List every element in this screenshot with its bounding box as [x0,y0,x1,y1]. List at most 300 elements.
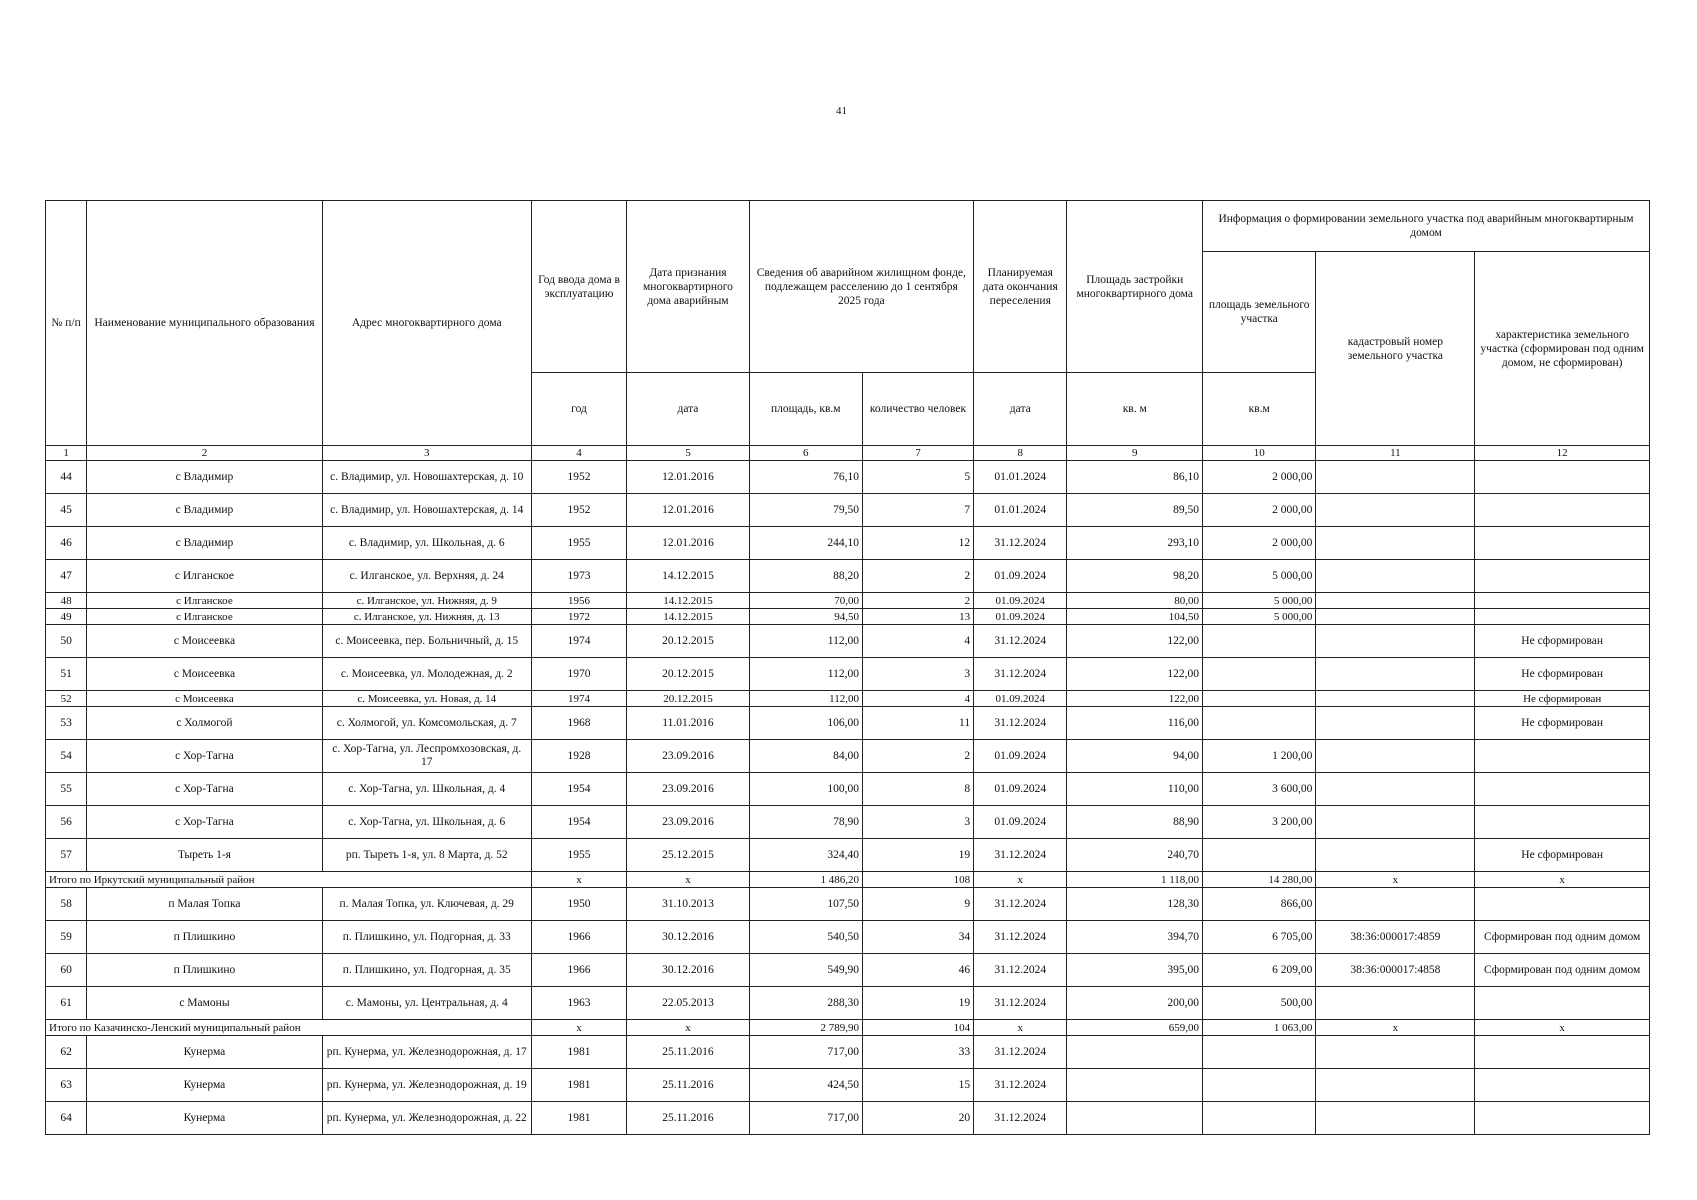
built-area: 94,00 [1067,740,1203,773]
recognized-date: 11.01.2016 [627,707,749,740]
address: с. Хор-Тагна, ул. Школьная, д. 4 [322,773,531,806]
table-row [46,527,1650,560]
cadastral-number [1316,593,1475,609]
people-count: 19 [862,839,973,872]
cadastral-number [1316,609,1475,625]
built-area: 86,10 [1067,461,1203,494]
emergency-area: 94,50 [749,609,862,625]
recognized-date: 12.01.2016 [627,494,749,527]
header-year: Год ввода дома в эксплуатацию [531,201,627,373]
header-num: № п/п [46,201,87,446]
cadastral-number [1316,625,1475,658]
municipality: п Плишкино [87,921,323,954]
land-characteristic [1475,987,1650,1020]
people-count: 19 [862,987,973,1020]
row-number: 44 [46,461,87,494]
municipality: с Владимир [87,527,323,560]
planned-date: 31.12.2024 [974,658,1067,691]
row-number: 53 [46,707,87,740]
municipality: п Малая Топка [87,888,323,921]
cadastral-number [1316,658,1475,691]
cadastral-number: 38:36:000017:4858 [1316,954,1475,987]
land-characteristic [1475,527,1650,560]
municipality: Кунерма [87,1069,323,1102]
land-area: 1 200,00 [1203,740,1316,773]
land-characteristic: x [1475,1020,1650,1036]
planned-date: x [974,872,1067,888]
built-area: 659,00 [1067,1020,1203,1036]
header-land-area: площадь земельного участка [1203,252,1316,373]
land-characteristic [1475,593,1650,609]
emergency-area: 107,50 [749,888,862,921]
row-number: 56 [46,806,87,839]
emergency-area: 717,00 [749,1036,862,1069]
col-number: 9 [1067,446,1203,461]
table-row [46,987,1650,1020]
table-row [46,740,1650,773]
total-label: Итого по Казачинско-Ленский муниципальный район [46,1020,532,1036]
cadastral-number: x [1316,1020,1475,1036]
cadastral-number [1316,773,1475,806]
col-number: 10 [1203,446,1316,461]
land-characteristic [1475,806,1650,839]
row-number: 57 [46,839,87,872]
recognized-date: 20.12.2015 [627,691,749,707]
cadastral-number [1316,461,1475,494]
planned-date: 01.01.2024 [974,494,1067,527]
recognized-date: 30.12.2016 [627,954,749,987]
land-area: 866,00 [1203,888,1316,921]
municipality: с Хор-Тагна [87,740,323,773]
land-characteristic: Сформирован под одним домом [1475,954,1650,987]
recognized-date: 22.05.2013 [627,987,749,1020]
col-number: 1 [46,446,87,461]
year-cell: 1966 [531,954,627,987]
built-area: 1 118,00 [1067,872,1203,888]
cadastral-number [1316,888,1475,921]
year-cell: 1974 [531,625,627,658]
recognized-date: 20.12.2015 [627,625,749,658]
recognized-date: 25.12.2015 [627,839,749,872]
emergency-area: 424,50 [749,1069,862,1102]
total-row [46,1020,1650,1036]
table-row [46,773,1650,806]
table-row [46,806,1650,839]
year-cell: 1954 [531,773,627,806]
people-count: 13 [862,609,973,625]
column-number-row [46,446,1650,461]
municipality: с Хор-Тагна [87,806,323,839]
cadastral-number [1316,1036,1475,1069]
header-unit-date: дата [627,373,749,446]
table-row [46,921,1650,954]
planned-date: 31.12.2024 [974,1069,1067,1102]
cadastral-number [1316,806,1475,839]
municipality: с Холмогой [87,707,323,740]
year-cell: 1954 [531,806,627,839]
year-cell: 1970 [531,658,627,691]
cadastral-number [1316,527,1475,560]
year-cell: 1950 [531,888,627,921]
land-characteristic: Не сформирован [1475,707,1650,740]
address: с. Хор-Тагна, ул. Леспромхозовская, д. 17 [322,740,531,773]
address: с. Илганское, ул. Верхняя, д. 24 [322,560,531,593]
land-characteristic: Не сформирован [1475,839,1650,872]
land-area: 3 200,00 [1203,806,1316,839]
address: с. Владимир, ул. Школьная, д. 6 [322,527,531,560]
municipality: с Илганское [87,560,323,593]
row-number: 60 [46,954,87,987]
people-count: 3 [862,658,973,691]
header-unit-area: площадь, кв.м [749,373,862,446]
header-recognized: Дата признания многоквартирного дома аварийным [627,201,749,373]
emergency-area: 2 789,90 [749,1020,862,1036]
address: с. Моисеевка, ул. Молодежная, д. 2 [322,658,531,691]
land-characteristic [1475,1069,1650,1102]
land-characteristic: Не сформирован [1475,658,1650,691]
planned-date: 31.12.2024 [974,954,1067,987]
recognized-date: 23.09.2016 [627,806,749,839]
address: с. Илганское, ул. Нижняя, д. 9 [322,593,531,609]
cadastral-number [1316,987,1475,1020]
planned-date: 01.09.2024 [974,691,1067,707]
row-number: 63 [46,1069,87,1102]
year-cell: 1956 [531,593,627,609]
year-cell: 1963 [531,987,627,1020]
year-cell: 1955 [531,527,627,560]
year-cell: 1952 [531,461,627,494]
recognized-date: 12.01.2016 [627,527,749,560]
planned-date: 31.12.2024 [974,625,1067,658]
header-cadastral: кадастровый номер земельного участка [1316,252,1475,446]
municipality: Кунерма [87,1036,323,1069]
emergency-area: 70,00 [749,593,862,609]
built-area [1067,1102,1203,1135]
address: п. Плишкино, ул. Подгорная, д. 33 [322,921,531,954]
cadastral-number [1316,707,1475,740]
year-cell: 1928 [531,740,627,773]
table-row [46,1036,1650,1069]
built-area: 110,00 [1067,773,1203,806]
address: с. Моисеевка, ул. Новая, д. 14 [322,691,531,707]
cadastral-number [1316,1102,1475,1135]
cadastral-number: 38:36:000017:4859 [1316,921,1475,954]
recognized-date: x [627,872,749,888]
people-count: 104 [862,1020,973,1036]
planned-date: 31.12.2024 [974,1102,1067,1135]
address: рп. Тыреть 1-я, ул. 8 Марта, д. 52 [322,839,531,872]
year-cell: 1974 [531,691,627,707]
land-characteristic [1475,609,1650,625]
municipality: с Владимир [87,461,323,494]
planned-date: 31.12.2024 [974,888,1067,921]
land-area: 5 000,00 [1203,560,1316,593]
built-area: 80,00 [1067,593,1203,609]
table-row [46,888,1650,921]
table-row [46,691,1650,707]
built-area: 88,90 [1067,806,1203,839]
emergency-area: 106,00 [749,707,862,740]
table-row [46,609,1650,625]
col-number: 12 [1475,446,1650,461]
land-area [1203,1036,1316,1069]
built-area: 89,50 [1067,494,1203,527]
people-count: 108 [862,872,973,888]
address: с. Илганское, ул. Нижняя, д. 13 [322,609,531,625]
recognized-date: 25.11.2016 [627,1036,749,1069]
row-number: 58 [46,888,87,921]
recognized-date: 30.12.2016 [627,921,749,954]
land-characteristic [1475,1102,1650,1135]
col-number: 8 [974,446,1067,461]
land-area [1203,839,1316,872]
address: с. Моисеевка, пер. Больничный, д. 15 [322,625,531,658]
municipality: с Моисеевка [87,658,323,691]
year-cell: 1972 [531,609,627,625]
built-area: 395,00 [1067,954,1203,987]
year-cell: x [531,872,627,888]
col-number: 3 [322,446,531,461]
header-land-char: характеристика земельного участка (сформирован под одним домом, не сформирован) [1475,252,1650,446]
header-built-area: Площадь застройки многоквартирного дома [1067,201,1203,373]
year-cell: 1968 [531,707,627,740]
row-number: 48 [46,593,87,609]
people-count: 2 [862,593,973,609]
people-count: 15 [862,1069,973,1102]
planned-date: 31.12.2024 [974,527,1067,560]
land-characteristic: Не сформирован [1475,625,1650,658]
land-characteristic [1475,461,1650,494]
land-area: 5 000,00 [1203,609,1316,625]
col-number: 6 [749,446,862,461]
recognized-date: 31.10.2013 [627,888,749,921]
recognized-date: 20.12.2015 [627,658,749,691]
table-row [46,1069,1650,1102]
land-area [1203,691,1316,707]
municipality: с Илганское [87,609,323,625]
municipality: п Плишкино [87,954,323,987]
people-count: 9 [862,888,973,921]
planned-date: 31.12.2024 [974,839,1067,872]
year-cell: 1981 [531,1102,627,1135]
people-count: 3 [862,806,973,839]
col-number: 2 [87,446,323,461]
year-cell: 1973 [531,560,627,593]
total-label: Итого по Иркутский муниципальный район [46,872,532,888]
row-number: 49 [46,609,87,625]
table-row [46,494,1650,527]
land-characteristic [1475,773,1650,806]
table-row [46,658,1650,691]
page-number: 41 [836,105,847,117]
year-cell: 1955 [531,839,627,872]
people-count: 11 [862,707,973,740]
recognized-date: x [627,1020,749,1036]
emergency-area: 84,00 [749,740,862,773]
built-area: 240,70 [1067,839,1203,872]
land-characteristic [1475,740,1650,773]
land-characteristic [1475,494,1650,527]
table-row [46,954,1650,987]
built-area: 116,00 [1067,707,1203,740]
land-area: 2 000,00 [1203,494,1316,527]
row-number: 46 [46,527,87,560]
emergency-area: 244,10 [749,527,862,560]
recognized-date: 23.09.2016 [627,740,749,773]
planned-date: 01.09.2024 [974,773,1067,806]
emergency-area: 112,00 [749,691,862,707]
emergency-area: 100,00 [749,773,862,806]
land-characteristic [1475,560,1650,593]
built-area: 394,70 [1067,921,1203,954]
cadastral-number [1316,691,1475,707]
people-count: 7 [862,494,973,527]
planned-date: 31.12.2024 [974,987,1067,1020]
land-area: 3 600,00 [1203,773,1316,806]
municipality: с Моисеевка [87,625,323,658]
address: рп. Кунерма, ул. Железнодорожная, д. 17 [322,1036,531,1069]
land-area: 14 280,00 [1203,872,1316,888]
municipality: Тыреть 1-я [87,839,323,872]
col-number: 7 [862,446,973,461]
table-row [46,707,1650,740]
address: с. Мамоны, ул. Центральная, д. 4 [322,987,531,1020]
people-count: 8 [862,773,973,806]
row-number: 64 [46,1102,87,1135]
land-characteristic [1475,888,1650,921]
built-area: 122,00 [1067,625,1203,658]
recognized-date: 14.12.2015 [627,609,749,625]
address: с. Владимир, ул. Новошахтерская, д. 14 [322,494,531,527]
header-unit-date2: дата [974,373,1067,446]
land-area [1203,625,1316,658]
row-number: 62 [46,1036,87,1069]
emergency-area: 76,10 [749,461,862,494]
land-characteristic: x [1475,872,1650,888]
planned-date: 01.09.2024 [974,806,1067,839]
land-characteristic: Не сформирован [1475,691,1650,707]
emergency-housing-table [45,200,1650,1135]
municipality: Кунерма [87,1102,323,1135]
cadastral-number [1316,839,1475,872]
header-emergency: Сведения об аварийном жилищном фонде, подлежащем расселению до 1 сентября 2025 года [749,201,974,373]
cadastral-number [1316,740,1475,773]
planned-date: 31.12.2024 [974,1036,1067,1069]
built-area: 293,10 [1067,527,1203,560]
planned-date: 01.09.2024 [974,609,1067,625]
col-number: 5 [627,446,749,461]
emergency-area: 549,90 [749,954,862,987]
header-unit-year: год [531,373,627,446]
table-row [46,593,1650,609]
emergency-area: 112,00 [749,625,862,658]
year-cell: x [531,1020,627,1036]
row-number: 47 [46,560,87,593]
emergency-area: 288,30 [749,987,862,1020]
planned-date: 31.12.2024 [974,707,1067,740]
municipality: с Хор-Тагна [87,773,323,806]
header-unit-kvm: кв. м [1067,373,1203,446]
land-area: 2 000,00 [1203,461,1316,494]
year-cell: 1981 [531,1069,627,1102]
municipality: с Мамоны [87,987,323,1020]
people-count: 33 [862,1036,973,1069]
header-address: Адрес многоквартирного дома [322,201,531,446]
planned-date: 01.09.2024 [974,740,1067,773]
emergency-area: 112,00 [749,658,862,691]
address: с. Холмогой, ул. Комсомольская, д. 7 [322,707,531,740]
recognized-date: 12.01.2016 [627,461,749,494]
municipality: с Илганское [87,593,323,609]
people-count: 2 [862,740,973,773]
emergency-area: 540,50 [749,921,862,954]
address: п. Плишкино, ул. Подгорная, д. 35 [322,954,531,987]
emergency-area: 717,00 [749,1102,862,1135]
row-number: 51 [46,658,87,691]
people-count: 4 [862,625,973,658]
land-area: 2 000,00 [1203,527,1316,560]
address: п. Малая Топка, ул. Ключевая, д. 29 [322,888,531,921]
people-count: 34 [862,921,973,954]
planned-date: 01.01.2024 [974,461,1067,494]
emergency-area: 324,40 [749,839,862,872]
year-cell: 1952 [531,494,627,527]
built-area: 200,00 [1067,987,1203,1020]
people-count: 20 [862,1102,973,1135]
table-row [46,1102,1650,1135]
municipality: с Моисеевка [87,691,323,707]
header-unit-people: количество человек [862,373,973,446]
emergency-area: 79,50 [749,494,862,527]
address: с. Хор-Тагна, ул. Школьная, д. 6 [322,806,531,839]
row-number: 54 [46,740,87,773]
cadastral-number [1316,560,1475,593]
cadastral-number [1316,1069,1475,1102]
header-planned: Планируемая дата окончания переселения [974,201,1067,373]
address: рп. Кунерма, ул. Железнодорожная, д. 19 [322,1069,531,1102]
table-row [46,839,1650,872]
built-area: 104,50 [1067,609,1203,625]
people-count: 5 [862,461,973,494]
header-unit-kvm2: кв.м [1203,373,1316,446]
row-number: 50 [46,625,87,658]
planned-date: 31.12.2024 [974,921,1067,954]
recognized-date: 14.12.2015 [627,593,749,609]
land-area: 5 000,00 [1203,593,1316,609]
year-cell: 1966 [531,921,627,954]
land-area: 1 063,00 [1203,1020,1316,1036]
built-area: 98,20 [1067,560,1203,593]
emergency-area: 1 486,20 [749,872,862,888]
col-number: 4 [531,446,627,461]
emergency-area: 78,90 [749,806,862,839]
land-characteristic [1475,1036,1650,1069]
people-count: 46 [862,954,973,987]
row-number: 45 [46,494,87,527]
recognized-date: 25.11.2016 [627,1102,749,1135]
total-row [46,872,1650,888]
recognized-date: 14.12.2015 [627,560,749,593]
planned-date: x [974,1020,1067,1036]
land-area [1203,1069,1316,1102]
planned-date: 01.09.2024 [974,593,1067,609]
land-area [1203,1102,1316,1135]
address: рп. Кунерма, ул. Железнодорожная, д. 22 [322,1102,531,1135]
recognized-date: 25.11.2016 [627,1069,749,1102]
land-area: 500,00 [1203,987,1316,1020]
row-number: 61 [46,987,87,1020]
land-characteristic: Сформирован под одним домом [1475,921,1650,954]
